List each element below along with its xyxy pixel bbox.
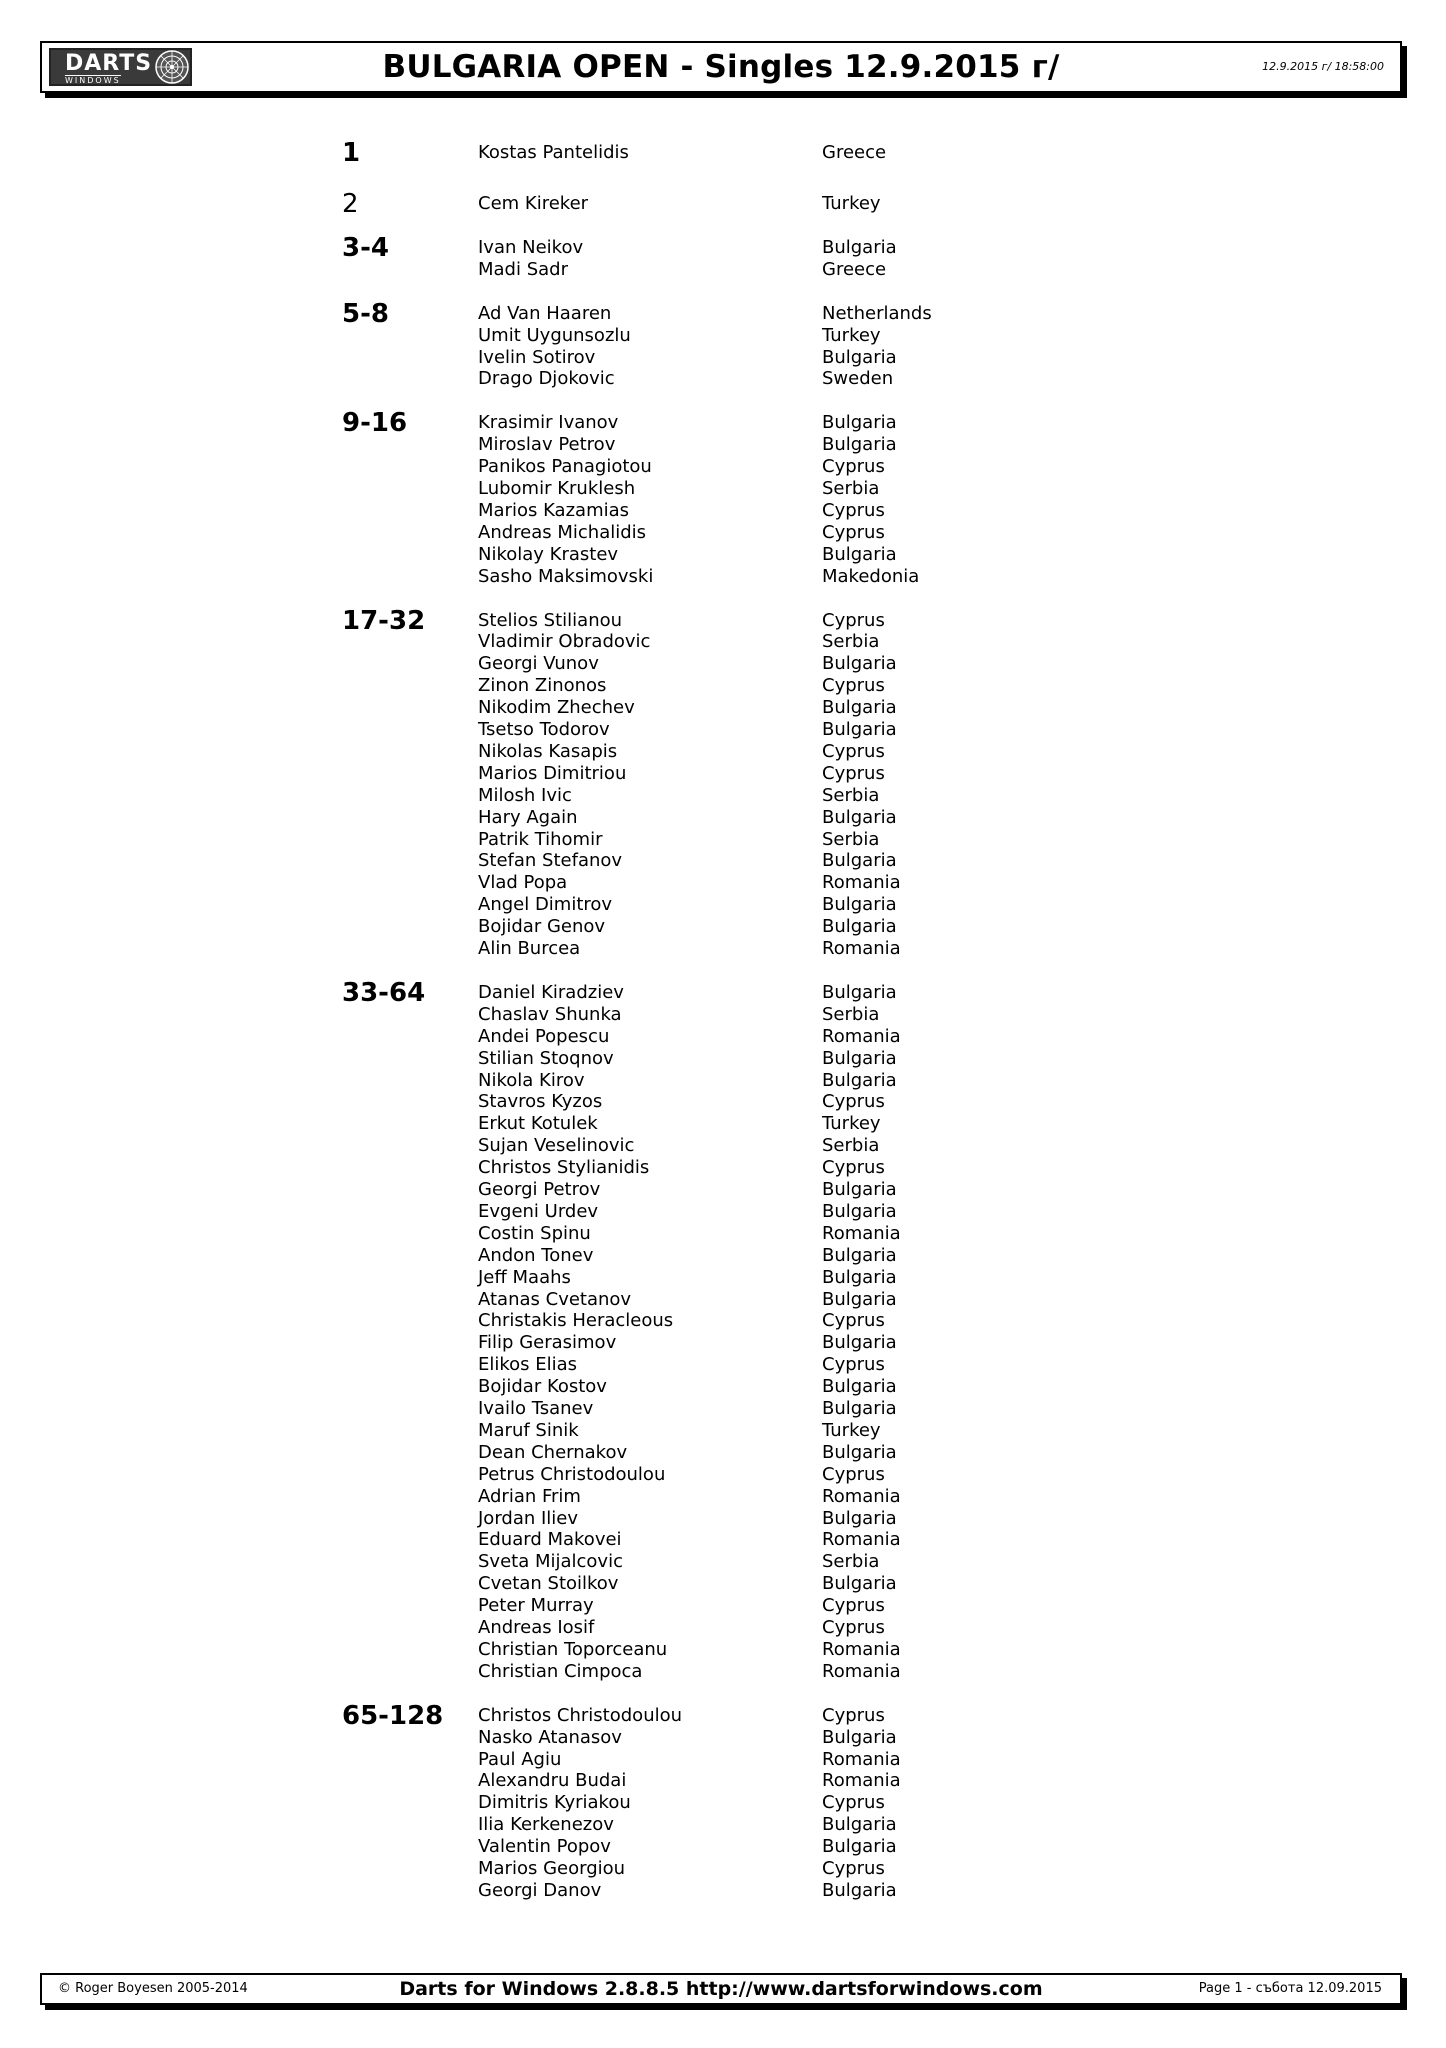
logo-text: DARTS bbox=[65, 51, 153, 76]
page-title: BULGARIA OPEN - Singles 12.9.2015 г/ bbox=[382, 49, 1060, 85]
player-name: Adrian Frim bbox=[478, 1485, 581, 1507]
player-name: Andreas Iosif bbox=[478, 1617, 595, 1638]
player-country: Serbia bbox=[822, 828, 880, 850]
player-name: Vladimir Obradovic bbox=[478, 631, 651, 653]
player-name: Miroslav Petrov bbox=[478, 434, 616, 456]
player-name: Eduard Makovei bbox=[478, 1529, 622, 1551]
player-name: Filip Gerasimov bbox=[478, 1332, 617, 1354]
product-info: Darts for Windows 2.8.8.5 http://www.dartsforwindows.com bbox=[399, 1978, 1043, 2000]
player-name: Cem Kireker bbox=[478, 193, 589, 214]
player-country: Romania bbox=[822, 1485, 901, 1507]
player-name: Andreas Michalidis bbox=[478, 521, 647, 543]
player-name: Milosh Ivic bbox=[478, 784, 572, 806]
player-name: Georgi Petrov bbox=[478, 1179, 601, 1200]
player-country: Cyprus bbox=[822, 1310, 885, 1332]
player-country: Netherlands bbox=[822, 302, 932, 324]
player-name: Stefan Stefanov bbox=[478, 850, 623, 872]
player-name: Drago Djokovic bbox=[478, 368, 615, 390]
player-name: Erkut Kotulek bbox=[478, 1113, 598, 1135]
player-name: Ivelin Sotirov bbox=[478, 346, 596, 368]
player-country: Cyprus bbox=[822, 1704, 885, 1726]
player-country: Bulgaria bbox=[822, 543, 897, 565]
player-country: Cyprus bbox=[822, 609, 885, 631]
player-name: Nikolay Krastev bbox=[478, 543, 619, 565]
player-country: Turkey bbox=[822, 1113, 881, 1135]
page-footer bbox=[40, 1973, 1402, 2005]
place-label: 2 bbox=[342, 189, 359, 219]
player-country: Romania bbox=[822, 1638, 901, 1660]
player-country: Serbia bbox=[822, 1551, 880, 1573]
player-country: Cyprus bbox=[822, 1463, 885, 1485]
player-name: Ivan Neikov bbox=[478, 236, 584, 258]
player-country: Serbia bbox=[822, 631, 880, 653]
player-name: Alexandru Budai bbox=[478, 1770, 627, 1792]
player-country: Bulgaria bbox=[822, 1836, 897, 1858]
player-country: Cyprus bbox=[822, 1354, 885, 1376]
player-name: Umit Uygunsozlu bbox=[478, 324, 631, 346]
player-country: Serbia bbox=[822, 784, 880, 806]
place-label: 1 bbox=[342, 138, 361, 168]
player-country: Bulgaria bbox=[822, 1573, 897, 1595]
player-country: Cyprus bbox=[822, 1595, 885, 1617]
player-name: Kostas Pantelidis bbox=[478, 142, 629, 163]
player-country: Bulgaria bbox=[822, 434, 897, 456]
player-country: Romania bbox=[822, 1025, 901, 1047]
player-country: Bulgaria bbox=[822, 1179, 897, 1200]
player-country: Makedonia bbox=[822, 565, 920, 587]
player-country: Romania bbox=[822, 1770, 901, 1792]
report-timestamp: 12.9.2015 г/ 18:58:00 bbox=[1262, 60, 1384, 73]
player-name: Valentin Popov bbox=[478, 1836, 611, 1858]
player-country: Bulgaria bbox=[822, 916, 897, 938]
player-name: Vlad Popa bbox=[478, 872, 568, 894]
player-country: Serbia bbox=[822, 1003, 880, 1025]
player-name: Ilia Kerkenezov bbox=[478, 1814, 614, 1836]
player-name: Daniel Kiradziev bbox=[478, 981, 624, 1003]
player-country: Bulgaria bbox=[822, 1047, 897, 1069]
player-name: Jeff Maahs bbox=[478, 1266, 571, 1288]
player-country: Romania bbox=[822, 1529, 901, 1551]
player-country: Greece bbox=[822, 142, 887, 163]
page-number: Page 1 - събота 12.09.2015 bbox=[1198, 1981, 1382, 1996]
player-name: Nasko Atanasov bbox=[478, 1726, 622, 1748]
place-label: 17-32 bbox=[342, 605, 426, 636]
player-name: Krasimir Ivanov bbox=[478, 412, 619, 434]
player-name: Stilian Stoqnov bbox=[478, 1047, 614, 1069]
player-country: Bulgaria bbox=[822, 1288, 897, 1310]
player-name: Nikola Kirov bbox=[478, 1069, 585, 1091]
player-country: Cyprus bbox=[822, 1091, 885, 1113]
player-name: Georgi Vunov bbox=[478, 653, 599, 675]
player-name: Christian Toporceanu bbox=[478, 1638, 668, 1660]
player-country: Cyprus bbox=[822, 1858, 885, 1879]
player-country: Bulgaria bbox=[822, 1200, 897, 1222]
player-name: Ivailo Tsanev bbox=[478, 1398, 594, 1419]
player-name: Stavros Kyzos bbox=[478, 1091, 603, 1113]
player-country: Bulgaria bbox=[822, 1507, 897, 1529]
player-country: Bulgaria bbox=[822, 719, 897, 740]
player-name: Alin Burcea bbox=[478, 938, 581, 959]
player-country: Cyprus bbox=[822, 1792, 885, 1814]
player-name: Panikos Panagiotou bbox=[478, 456, 652, 478]
player-name: Marios Dimitriou bbox=[478, 762, 627, 784]
player-name: Angel Dimitrov bbox=[478, 894, 613, 916]
player-name: Atanas Cvetanov bbox=[478, 1288, 632, 1310]
player-name: Cvetan Stoilkov bbox=[478, 1573, 619, 1595]
player-name: Sasho Maksimovski bbox=[478, 565, 654, 587]
player-name: Christian Cimpoca bbox=[478, 1660, 643, 1682]
player-country: Bulgaria bbox=[822, 697, 897, 719]
player-country: Bulgaria bbox=[822, 1069, 897, 1091]
place-label: 5-8 bbox=[342, 298, 389, 329]
player-name: Bojidar Genov bbox=[478, 916, 606, 938]
player-country: Bulgaria bbox=[822, 412, 897, 434]
player-country: Bulgaria bbox=[822, 1814, 897, 1836]
player-name: Christos Stylianidis bbox=[478, 1157, 650, 1179]
player-name: Bojidar Kostov bbox=[478, 1376, 607, 1398]
player-country: Bulgaria bbox=[822, 346, 897, 368]
player-name: Petrus Christodoulou bbox=[478, 1463, 666, 1485]
player-country: Cyprus bbox=[822, 762, 885, 784]
player-name: Elikos Elias bbox=[478, 1354, 578, 1376]
player-name: Chaslav Shunka bbox=[478, 1003, 622, 1025]
place-label: 9-16 bbox=[342, 408, 408, 439]
player-country: Cyprus bbox=[822, 521, 885, 543]
player-country: Bulgaria bbox=[822, 1879, 897, 1901]
player-country: Romania bbox=[822, 872, 901, 894]
player-country: Serbia bbox=[822, 1135, 880, 1157]
player-name: Dimitris Kyriakou bbox=[478, 1792, 631, 1814]
player-country: Bulgaria bbox=[822, 653, 897, 675]
player-name: Jordan Iliev bbox=[478, 1507, 579, 1529]
place-label: 3-4 bbox=[342, 232, 389, 263]
player-country: Bulgaria bbox=[822, 1332, 897, 1354]
player-country: Turkey bbox=[822, 1419, 881, 1441]
player-country: Cyprus bbox=[822, 456, 885, 478]
copyright-text: © Roger Boyesen 2005-2014 bbox=[58, 1981, 248, 1996]
player-country: Romania bbox=[822, 1748, 901, 1770]
player-name: Stelios Stilianou bbox=[478, 609, 623, 631]
player-country: Bulgaria bbox=[822, 850, 897, 872]
player-country: Romania bbox=[822, 938, 901, 959]
player-country: Turkey bbox=[822, 193, 881, 214]
logo-subtext: WINDOWS bbox=[65, 76, 121, 85]
player-country: Cyprus bbox=[822, 740, 885, 762]
player-name: Georgi Danov bbox=[478, 1879, 602, 1901]
player-country: Turkey bbox=[822, 324, 881, 346]
player-country: Bulgaria bbox=[822, 1726, 897, 1748]
player-name: Marios Georgiou bbox=[478, 1858, 626, 1879]
player-name: Andei Popescu bbox=[478, 1025, 610, 1047]
player-country: Bulgaria bbox=[822, 894, 897, 916]
page-header bbox=[40, 41, 1402, 93]
player-name: Lubomir Kruklesh bbox=[478, 478, 636, 499]
player-country: Cyprus bbox=[822, 675, 885, 697]
player-name: Sveta Mijalcovic bbox=[478, 1551, 623, 1573]
player-name: Marios Kazamias bbox=[478, 499, 630, 521]
player-country: Bulgaria bbox=[822, 1376, 897, 1398]
player-name: Tsetso Todorov bbox=[478, 719, 610, 740]
player-name: Andon Tonev bbox=[478, 1244, 594, 1266]
player-name: Evgeni Urdev bbox=[478, 1200, 599, 1222]
player-country: Bulgaria bbox=[822, 1398, 897, 1419]
player-name: Peter Murray bbox=[478, 1595, 594, 1617]
player-country: Romania bbox=[822, 1222, 901, 1244]
player-name: Zinon Zinonos bbox=[478, 675, 607, 697]
player-name: Madi Sadr bbox=[478, 258, 568, 280]
player-country: Bulgaria bbox=[822, 1441, 897, 1463]
player-country: Bulgaria bbox=[822, 806, 897, 828]
player-country: Bulgaria bbox=[822, 1266, 897, 1288]
player-country: Sweden bbox=[822, 368, 894, 390]
player-name: Paul Agiu bbox=[478, 1748, 562, 1770]
place-label: 65-128 bbox=[342, 1700, 444, 1731]
player-country: Serbia bbox=[822, 478, 880, 499]
player-country: Romania bbox=[822, 1660, 901, 1682]
player-name: Christakis Heracleous bbox=[478, 1310, 674, 1332]
place-label: 33-64 bbox=[342, 977, 426, 1008]
player-name: Nikodim Zhechev bbox=[478, 697, 635, 719]
player-name: Dean Chernakov bbox=[478, 1441, 628, 1463]
player-name: Maruf Sinik bbox=[478, 1419, 579, 1441]
player-country: Bulgaria bbox=[822, 981, 897, 1003]
player-name: Patrik Tihomir bbox=[478, 828, 603, 850]
player-name: Sujan Veselinovic bbox=[478, 1135, 635, 1157]
player-country: Bulgaria bbox=[822, 1244, 897, 1266]
player-name: Hary Again bbox=[478, 806, 578, 828]
player-country: Bulgaria bbox=[822, 236, 897, 258]
player-country: Cyprus bbox=[822, 499, 885, 521]
player-name: Nikolas Kasapis bbox=[478, 740, 618, 762]
player-name: Christos Christodoulou bbox=[478, 1704, 683, 1726]
player-name: Costin Spinu bbox=[478, 1222, 591, 1244]
player-country: Cyprus bbox=[822, 1157, 885, 1179]
player-country: Greece bbox=[822, 258, 887, 280]
player-name: Ad Van Haaren bbox=[478, 302, 612, 324]
player-country: Cyprus bbox=[822, 1617, 885, 1638]
